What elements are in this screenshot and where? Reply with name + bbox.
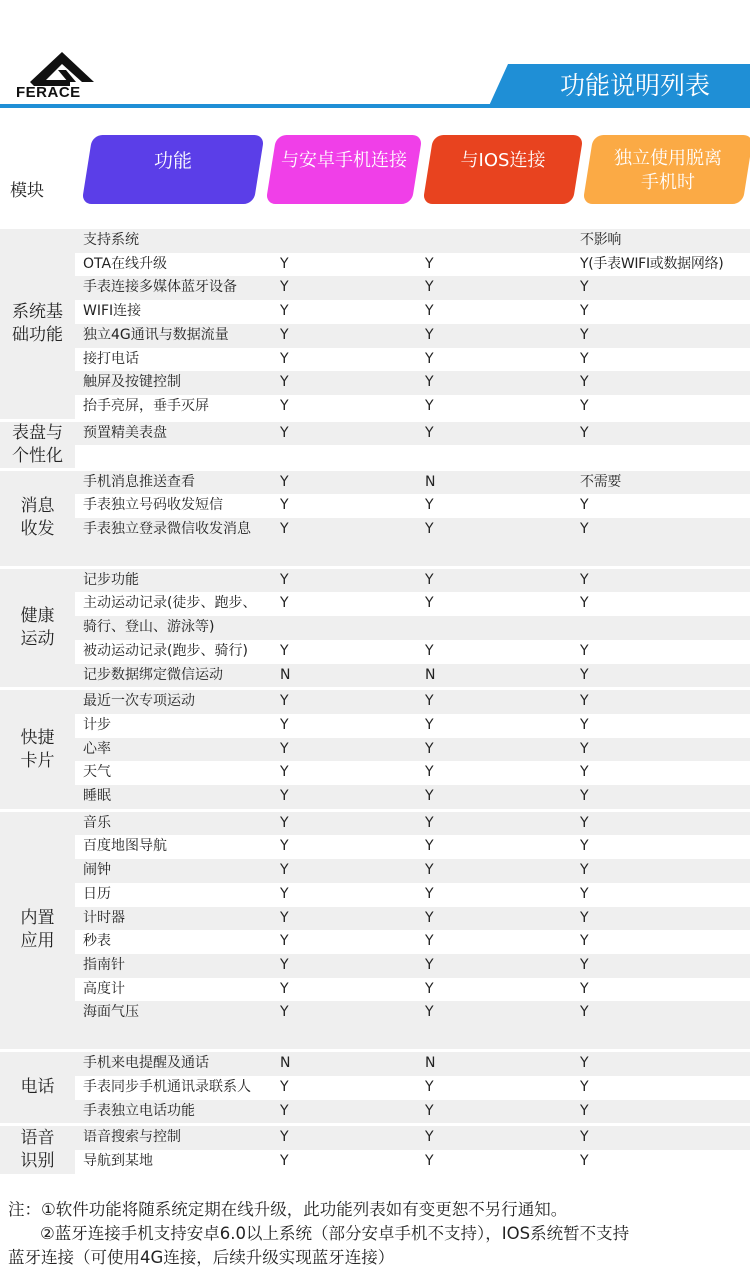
module-group <box>0 1123 750 1173</box>
ios-cell: Y <box>425 838 434 855</box>
module-name: 内置应用 <box>0 812 75 1049</box>
table-row <box>75 785 750 809</box>
table-row <box>75 371 750 395</box>
android-cell: Y <box>280 980 289 997</box>
table-row <box>75 690 750 714</box>
ios-cell: Y <box>425 521 434 538</box>
ios-cell: Y <box>425 571 434 588</box>
standalone-cell: 不需要 <box>580 473 622 490</box>
table-row <box>75 761 750 785</box>
android-cell: Y <box>280 571 289 588</box>
module-name: 电话 <box>0 1052 75 1123</box>
android-cell: Y <box>280 1102 289 1119</box>
table-row <box>75 1150 750 1174</box>
ios-cell <box>425 229 580 253</box>
standalone-cell: Y <box>580 693 589 710</box>
feature-cell: 高度计 <box>83 980 125 997</box>
standalone-cell: Y <box>580 279 589 296</box>
table-row <box>75 640 750 664</box>
ios-cell: Y <box>425 397 434 414</box>
table-row <box>75 883 750 907</box>
android-header-text: 与安卓手机连接 <box>281 150 407 171</box>
feature-cell: 记步数据绑定微信运动 <box>83 666 223 683</box>
feature-cell: 手机来电提醒及通话 <box>83 1055 209 1072</box>
ios-cell: Y <box>425 326 434 343</box>
ios-cell: Y <box>425 956 434 973</box>
standalone-cell: Y <box>580 571 589 588</box>
android-cell: Y <box>280 1004 289 1021</box>
standalone-cell: 不影响 <box>580 232 622 248</box>
table-row <box>75 1076 750 1100</box>
android-cell: Y <box>280 424 289 441</box>
android-cell: Y <box>280 693 289 710</box>
android-cell: N <box>280 1055 291 1072</box>
feature-cell: 闹钟 <box>83 862 111 879</box>
table-row <box>75 348 750 372</box>
feature-cell: 手表独立号码收发短信 <box>83 497 223 514</box>
feature-cell: 支持系统 <box>83 232 139 248</box>
module-group <box>0 226 750 419</box>
module-group <box>0 566 750 688</box>
standalone-cell: Y <box>580 303 589 320</box>
android-cell: Y <box>280 862 289 879</box>
table-row <box>75 300 750 324</box>
standalone-cell: Y <box>580 424 589 441</box>
standalone-column-header <box>583 135 750 204</box>
android-cell: Y <box>280 521 289 538</box>
standalone-cell: Y <box>580 740 589 757</box>
table-row <box>75 592 750 616</box>
android-cell: Y <box>280 595 289 612</box>
standalone-cell: Y <box>580 397 589 414</box>
table-row <box>75 1001 750 1025</box>
standalone-cell: Y <box>580 497 589 514</box>
feature-cell: 百度地图导航 <box>83 838 167 855</box>
ios-cell: Y <box>425 1102 434 1119</box>
standalone-cell: Y <box>580 666 589 683</box>
android-cell: Y <box>280 933 289 950</box>
standalone-cell: Y <box>580 1152 589 1169</box>
standalone-cell: Y <box>580 885 589 902</box>
module-group <box>0 468 750 566</box>
feature-cell: 计步 <box>83 716 111 733</box>
function-column-header <box>82 135 265 204</box>
module-group <box>0 1049 750 1123</box>
feature-cell: 秒表 <box>83 933 111 950</box>
ios-cell: Y <box>425 885 434 902</box>
module-name: 表盘与个性化 <box>0 422 75 468</box>
standalone-cell: Y <box>580 980 589 997</box>
ios-cell: Y <box>425 279 434 296</box>
table-row <box>75 1052 750 1076</box>
android-cell: Y <box>280 814 289 831</box>
footnote-2: ②蓝牙连接手机支持安卓6.0以上系统（部分安卓手机不支持），IOS系统暂不支持 <box>40 1224 630 1243</box>
ios-cell: Y <box>425 693 434 710</box>
android-cell: Y <box>280 374 289 391</box>
standalone-cell: Y <box>580 933 589 950</box>
android-cell: Y <box>280 397 289 414</box>
table-row <box>75 518 750 542</box>
standalone-cell: Y <box>580 838 589 855</box>
ios-cell: Y <box>425 1004 434 1021</box>
standalone-cell: Y <box>580 788 589 805</box>
page-title: 功能说明列表 <box>559 71 710 100</box>
android-cell: Y <box>280 838 289 855</box>
ios-cell: Y <box>425 716 434 733</box>
standalone-cell: Y <box>580 814 589 831</box>
footnotes <box>8 1198 748 1270</box>
feature-cell: 海面气压 <box>83 1004 139 1021</box>
module-name: 消息收发 <box>0 471 75 566</box>
ios-cell: Y <box>425 374 434 391</box>
table-row <box>75 812 750 836</box>
table-row <box>75 395 750 419</box>
feature-cell: 语音搜索与控制 <box>83 1129 181 1146</box>
android-cell <box>280 229 425 253</box>
ios-cell: Y <box>425 1152 434 1169</box>
standalone-cell: Y <box>580 1078 589 1095</box>
table-row <box>75 714 750 738</box>
android-cell: Y <box>280 740 289 757</box>
ios-cell: Y <box>425 350 434 367</box>
feature-cell: 计时器 <box>83 909 125 926</box>
standalone-cell: Y <box>580 909 589 926</box>
standalone-cell: Y <box>580 350 589 367</box>
android-cell: Y <box>280 764 289 781</box>
standalone-header-text: 独立使用脱离手机时 <box>614 148 722 193</box>
table-row <box>75 835 750 859</box>
feature-cell: 导航到某地 <box>83 1152 153 1169</box>
feature-cell: 日历 <box>83 885 111 902</box>
android-cell: Y <box>280 350 289 367</box>
table-row <box>75 859 750 883</box>
ios-cell: Y <box>425 814 434 831</box>
ios-cell: Y <box>425 764 434 781</box>
footnote-1: 注：①软件功能将随系统定期在线升级，此功能列表如有变更恕不另行通知。 <box>8 1200 568 1219</box>
standalone-cell <box>580 616 750 640</box>
standalone-cell: Y <box>580 716 589 733</box>
standalone-cell: Y(手表WIFI或数据网络) <box>580 255 724 272</box>
feature-cell: 被动运动记录(跑步、骑行) <box>83 642 248 659</box>
standalone-cell: Y <box>580 1102 589 1119</box>
android-cell: Y <box>280 497 289 514</box>
spacer-row <box>75 542 750 566</box>
table-row <box>75 471 750 495</box>
feature-cell: 手表独立电话功能 <box>83 1102 195 1119</box>
android-cell: Y <box>280 255 289 272</box>
table-row <box>75 616 750 640</box>
table-row <box>75 229 750 253</box>
android-cell: Y <box>280 303 289 320</box>
module-column-label: 模块 <box>10 181 44 201</box>
spacer-row <box>75 1025 750 1049</box>
table-row <box>75 907 750 931</box>
ios-cell: N <box>425 473 436 490</box>
ios-cell: Y <box>425 642 434 659</box>
standalone-cell: Y <box>580 862 589 879</box>
table-row <box>75 1100 750 1124</box>
feature-cell: 触屏及按键控制 <box>83 374 181 391</box>
module-group <box>0 687 750 809</box>
ios-cell <box>425 616 580 640</box>
standalone-cell: Y <box>580 521 589 538</box>
ios-cell: Y <box>425 740 434 757</box>
function-header-text: 功能 <box>153 150 192 172</box>
feature-cell: 手表独立登录微信收发消息 <box>83 521 251 538</box>
android-cell: Y <box>280 1078 289 1095</box>
feature-cell: OTA在线升级 <box>83 255 168 272</box>
standalone-cell: Y <box>580 1004 589 1021</box>
ios-cell: N <box>425 666 436 683</box>
feature-cell: 指南针 <box>83 956 125 973</box>
table-row <box>75 738 750 762</box>
table-row <box>75 494 750 518</box>
standalone-cell: Y <box>580 374 589 391</box>
standalone-cell: Y <box>580 1129 589 1146</box>
feature-cell: 手表同步手机通讯录联系人 <box>83 1078 251 1095</box>
ios-cell: Y <box>425 862 434 879</box>
ios-cell: Y <box>425 497 434 514</box>
android-cell <box>280 616 425 640</box>
android-cell: Y <box>280 788 289 805</box>
standalone-cell: Y <box>580 642 589 659</box>
module-name: 快捷卡片 <box>0 690 75 809</box>
feature-cell: 独立4G通讯与数据流量 <box>83 326 229 343</box>
feature-cell: 记步功能 <box>83 571 139 588</box>
feature-cell: 抬手亮屏，垂手灭屏 <box>83 397 209 414</box>
feature-cell: 骑行、登山、游泳等) <box>83 619 215 636</box>
standalone-cell: Y <box>580 595 589 612</box>
ios-column-header <box>423 135 584 204</box>
android-cell: N <box>280 666 291 683</box>
table-row <box>75 422 750 446</box>
ios-cell: Y <box>425 980 434 997</box>
android-cell: Y <box>280 642 289 659</box>
standalone-cell: Y <box>580 1055 589 1072</box>
footnote-2-continued: 蓝牙连接（可使用4G连接，后续升级实现蓝牙连接） <box>8 1248 395 1267</box>
table-row <box>75 569 750 593</box>
ios-cell: Y <box>425 424 434 441</box>
table-row <box>75 324 750 348</box>
android-cell: Y <box>280 716 289 733</box>
ios-cell: Y <box>425 788 434 805</box>
android-cell: Y <box>280 885 289 902</box>
android-cell: Y <box>280 956 289 973</box>
ios-cell: Y <box>425 933 434 950</box>
feature-table <box>0 226 750 1174</box>
feature-cell: 睡眠 <box>83 788 111 805</box>
table-row <box>75 930 750 954</box>
table-row <box>75 1126 750 1150</box>
ios-cell: Y <box>425 303 434 320</box>
table-row <box>75 954 750 978</box>
module-name: 语音识别 <box>0 1126 75 1173</box>
module-name: 健康运动 <box>0 569 75 688</box>
ios-cell: Y <box>425 1078 434 1095</box>
feature-cell: 音乐 <box>83 814 111 831</box>
table-row <box>75 276 750 300</box>
feature-cell: 最近一次专项运动 <box>83 693 195 710</box>
table-row <box>75 664 750 688</box>
android-cell: Y <box>280 473 289 490</box>
android-cell: Y <box>280 279 289 296</box>
ios-cell: Y <box>425 1129 434 1146</box>
standalone-cell: Y <box>580 956 589 973</box>
feature-cell: 手表连接多媒体蓝牙设备 <box>83 279 237 296</box>
module-group <box>0 809 750 1049</box>
android-cell: Y <box>280 1152 289 1169</box>
android-cell: Y <box>280 1129 289 1146</box>
module-name: 系统基础功能 <box>0 229 75 419</box>
feature-cell: 预置精美表盘 <box>83 424 167 441</box>
table-row <box>75 253 750 277</box>
android-column-header <box>266 135 423 204</box>
feature-cell: 天气 <box>83 764 111 781</box>
ios-cell: N <box>425 1055 436 1072</box>
feature-cell: WIFI连接 <box>83 303 142 320</box>
standalone-cell: Y <box>580 764 589 781</box>
ios-header-text: 与IOS连接 <box>460 150 546 171</box>
table-row <box>75 978 750 1002</box>
logo-text: FERACE <box>16 84 81 101</box>
feature-cell: 主动运动记录(徒步、跑步、 <box>83 595 257 612</box>
ios-cell: Y <box>425 255 434 272</box>
android-cell: Y <box>280 326 289 343</box>
android-cell: Y <box>280 909 289 926</box>
standalone-cell: Y <box>580 326 589 343</box>
ios-cell: Y <box>425 909 434 926</box>
module-group <box>0 419 750 468</box>
feature-cell: 手机消息推送查看 <box>83 473 195 490</box>
ios-cell: Y <box>425 595 434 612</box>
feature-cell: 接打电话 <box>83 350 139 367</box>
feature-cell: 心率 <box>83 740 111 757</box>
